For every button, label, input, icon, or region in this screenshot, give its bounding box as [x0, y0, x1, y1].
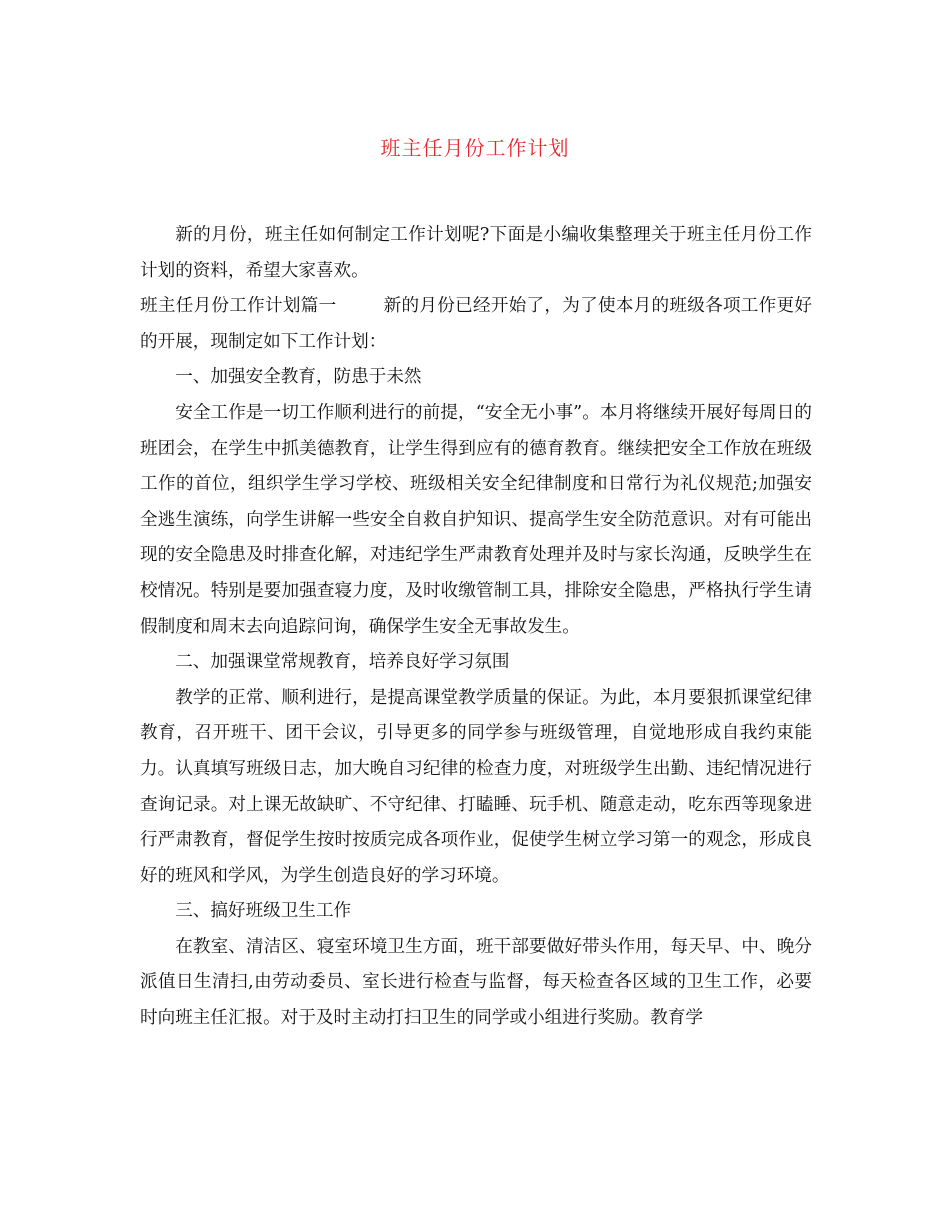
intro-paragraph: 新的月份，班主任如何制定工作计划呢?下面是小编收集整理关于班主任月份工作计划的资料，希望大家喜欢。 — [140, 225, 812, 281]
section-body-classroom: 教学的正常、顺利进行，是提高课堂教学质量的保证。为此，本月要狠抓课堂纪律教育，召开班干、团干会议，引导更多的同学参与班级管理，自觉地形成自我约束能力。认真填写班级日志，加大晚自习纪律的检查力度，对班级学生出勤、违纪情况进行查询记录。对上课无故缺旷、不守纪律、打瞌睡、玩手机、随意走动，吃东西等现象进行严肃教育，督促学生按时按质完成各项作业，促使学生树立学习第一的观念，形成良好的班风和学风，为学生创造良好的学习环境。 — [140, 687, 812, 886]
article-opening-paragraph — [140, 289, 812, 360]
section-heading-classroom: 二、加强课堂常规教育，培养良好学习氛围 — [175, 652, 510, 673]
article-opening-text: 新的月份已经开始了，为了使本月的班级各项工作更好的开展，现制定如下工作计划： — [140, 296, 812, 352]
section-body-hygiene: 在教室、清洁区、寝室环境卫生方面，班干部要做好带头作用，每天早、中、晚分派值日生清扫,由劳动委员、室长进行检查与监督，每天检查各区域的卫生工作，必要时向班主任汇报。对于及时主动打扫卫生的同学或小组进行奖励。教育学 — [140, 936, 812, 1029]
section-heading-safety: 一、加强安全教育，防患于未然 — [175, 367, 422, 388]
section-heading-hygiene: 三、搞好班级卫生工作 — [175, 901, 352, 922]
document-body — [140, 218, 812, 1037]
document-title: 班主任月份工作计划 — [380, 136, 570, 160]
section-body-safety: 安全工作是一切工作顺利进行的前提，“安全无小事”。本月将继续开展好每周日的班团会，在学生中抓美德教育，让学生得到应有的德育教育。继续把安全工作放在班级工作的首位，组织学生学习学校、班级相关安全纪律制度和日常行为礼仪规范;加强安全逃生演练，向学生讲解一些安全自救自护知识、提高学生安全防范意识。对有可能出现的安全隐患及时排查化解，对违纪学生严肃教育处理并及时与家长沟通，反映学生在校情况。特别是要加强查寝力度，及时收缴管制工具，排除安全隐患，严格执行学生请假制度和周末去向追踪问询，确保学生安全无事故发生。 — [140, 402, 812, 637]
article-heading: 班主任月份工作计划篇一 — [140, 296, 337, 317]
